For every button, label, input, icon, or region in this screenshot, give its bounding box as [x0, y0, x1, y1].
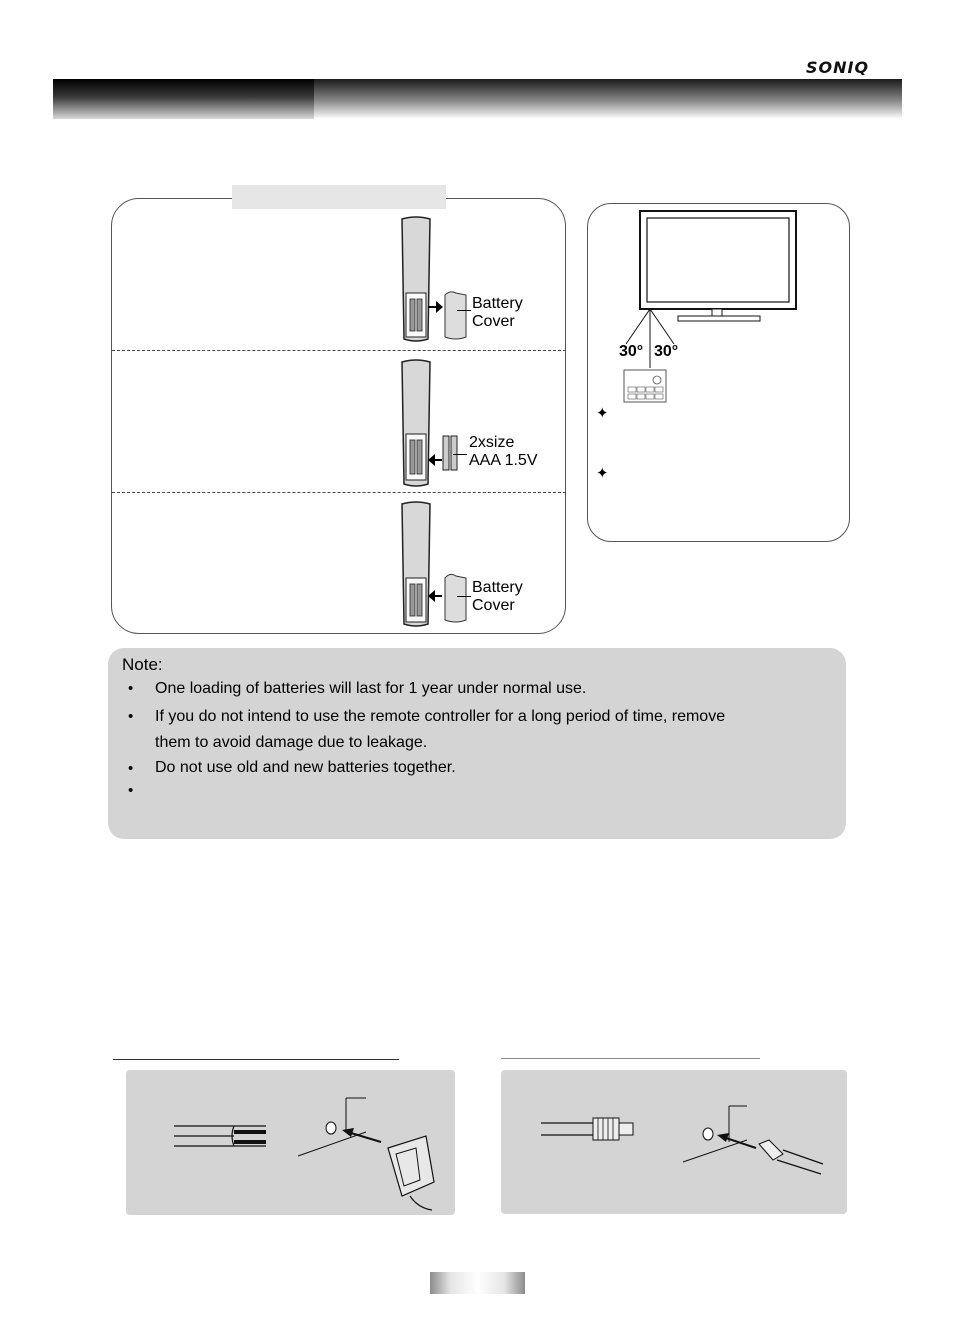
callout-line: [457, 596, 471, 597]
star-bullet-icon: ✦: [596, 405, 609, 422]
battery-install-panel: [111, 198, 566, 634]
brand-logo: SONIQ: [806, 58, 870, 77]
angle-right-label: 30°: [654, 343, 679, 360]
note-bullet-3: Do not use old and new batteries together.: [155, 759, 456, 776]
note-title: Note:: [122, 655, 163, 674]
page-number-bar: [430, 1272, 525, 1294]
remote-insert-batteries-illustration: [390, 358, 470, 492]
callout-line: [453, 454, 467, 455]
note-bullet-2: If you do not intend to use the remote controller for a long period of time, remove: [155, 708, 726, 725]
bullet-dot: •: [128, 782, 134, 799]
callout-line: [457, 310, 471, 311]
battery-size-label: 2xsize AAA 1.5V: [469, 434, 538, 469]
angle-left-label: 30°: [619, 343, 644, 360]
bullet-dot: •: [128, 760, 134, 777]
section-underline: [501, 1058, 760, 1059]
tv-range-illustration: [610, 208, 810, 408]
battery-install-tab: [232, 185, 446, 209]
section-underline: [113, 1059, 399, 1060]
battery-cover-label: Battery Cover: [472, 295, 523, 330]
battery-cover-label: Battery Cover: [472, 579, 523, 614]
step-divider: [112, 350, 566, 351]
star-bullet-icon: ✦: [596, 465, 609, 482]
step-divider: [112, 492, 566, 493]
bullet-dot: •: [128, 680, 134, 697]
note-bullet-1: One loading of batteries will last for 1 year under normal use.: [155, 680, 587, 697]
header-tab: [53, 79, 314, 119]
note-bullet-2-continued: them to avoid damage due to leakage.: [155, 734, 428, 751]
remote-close-cover-illustration: [390, 500, 470, 630]
power-connection-illustration: [126, 1070, 455, 1215]
antenna-connection-illustration: [501, 1070, 847, 1214]
bullet-dot: •: [128, 708, 134, 725]
remote-open-cover-illustration: [390, 215, 470, 345]
